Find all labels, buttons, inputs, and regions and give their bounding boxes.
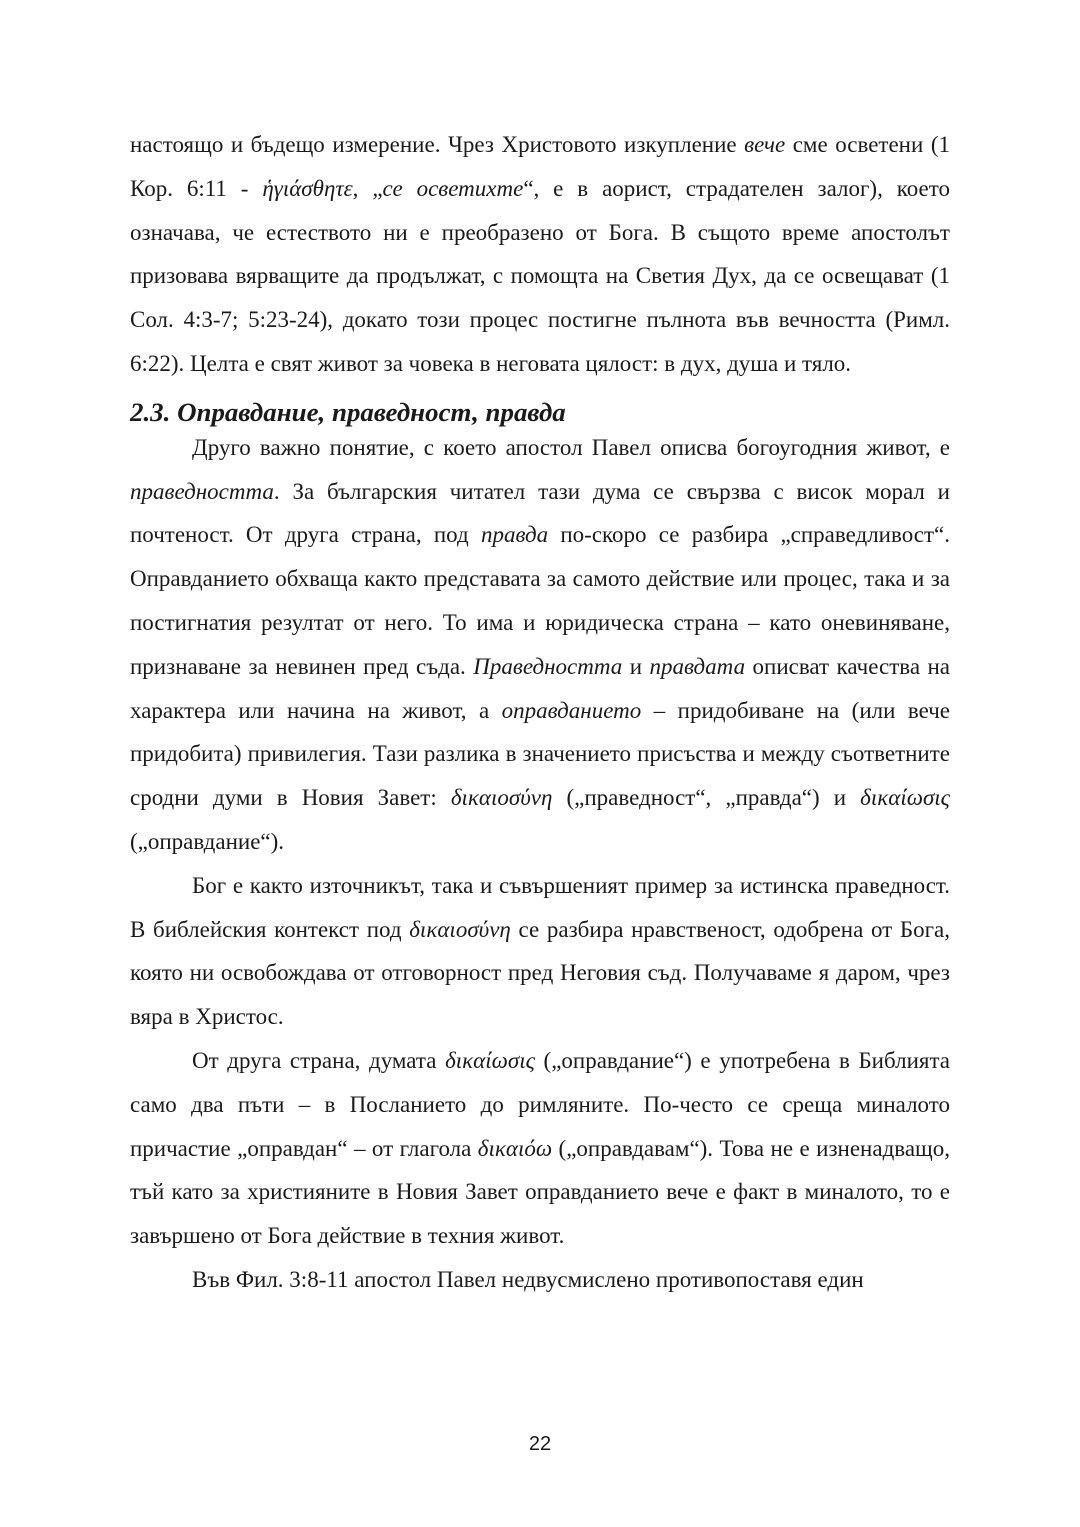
- paragraph-2: [130, 426, 950, 864]
- text-run: се разбира нравственост, одобрена от Бога, която ни освобождава от отговорност пред Неговия съд. Получаваме я даром, чрез вяра в Христос.: [130, 916, 951, 1030]
- text-run: настоящо и бъдещо измерение. Чрез Христовото изкупление: [130, 132, 745, 157]
- section-heading: 2.3. Оправдание, праведност, правда: [130, 396, 566, 427]
- greek-term: δικαιόω: [477, 1135, 553, 1161]
- emphasis: Праведността: [473, 653, 623, 679]
- text-run: („праведност“, „правда“) и: [552, 785, 861, 811]
- paragraph-3: [130, 864, 950, 1039]
- paragraph-4: [130, 1039, 950, 1258]
- text-run: („оправдание“) е употребена в Библията само два пъти – в Посланието до римляните. По-често се среща миналото причастие „оправдан“ – от глагола: [130, 1047, 950, 1161]
- greek-term: δικαίωσις: [860, 785, 951, 811]
- greek-term: δικαιοσύνη: [409, 916, 511, 942]
- paragraph-5: [130, 1258, 950, 1302]
- emphasis: правда: [480, 522, 549, 548]
- text-run: и: [622, 653, 650, 679]
- emphasis: правдата: [649, 653, 746, 679]
- text-run: сме осветени (1 Кор. 6:11 -: [130, 132, 950, 201]
- text-run: („оправдание“).: [130, 828, 285, 854]
- text-run: От друга страна, думата: [192, 1047, 446, 1073]
- text-run: описват качества на характера или начина на живот, а: [130, 653, 950, 723]
- text-run: по-скоро се разбира „справедливост“. Оправданието обхваща както представата за самото действие или процес, така и за постигнатия резултат от него. То има и юридическа страна – като оневиняване, признаване за невинен пред съда.: [130, 522, 950, 679]
- greek-term: δικαίωσις: [445, 1047, 535, 1073]
- emphasis: вече: [744, 132, 786, 157]
- emphasis: праведността: [130, 478, 274, 504]
- paragraph-1: [130, 123, 950, 386]
- text-run: Друго важно понятие, с което апостол Павел описва богоугодния живот, е: [192, 434, 950, 460]
- text-run: “, е в аорист, страдателен залог), което означава, че естеството ни е преобразено от Бога. В същото време апостолът призовава вярващите да продължат, с помощта на Светия Дух, да се освещават (1 Сол. 4:3-7; 5:23-24), докато този процес постигне пълнота във вечността (Римл. 6:22). Целта е свят живот за човека в неговата цялост: в дух, душа и тяло.: [130, 175, 950, 376]
- text-run: . За българския читател тази дума се свързва с висок морал и почтеност. От друга страна, под: [130, 478, 950, 548]
- text-run: , „: [352, 175, 383, 201]
- emphasis: оправданието: [501, 697, 642, 723]
- page-body: [130, 123, 950, 1302]
- text-run: („оправдавам“). Това не е изненадващо, тъй като за християните в Новия Завет оправданието вече е факт в миналото, то е завършено от Бога действие в техния живот.: [130, 1135, 950, 1249]
- greek-term: ἡγιάσθητε: [262, 175, 353, 201]
- emphasis: се осветихте: [382, 175, 524, 201]
- greek-term: δικαιοσύνη: [450, 785, 553, 811]
- text-run: – придобиване на (или вече придобита) привилегия. Тази разлика в значението присъства и между съответните сродни думи в Новия Завет:: [130, 697, 950, 811]
- page-number: 22: [528, 1433, 552, 1455]
- text-run: Във Фил. 3:8-11 апостол Павел недвусмислено противопоставя един: [192, 1266, 864, 1292]
- text-run: Бог е както източникът, така и съвършеният пример за истинска праведност. В библейския контекст под: [130, 872, 950, 942]
